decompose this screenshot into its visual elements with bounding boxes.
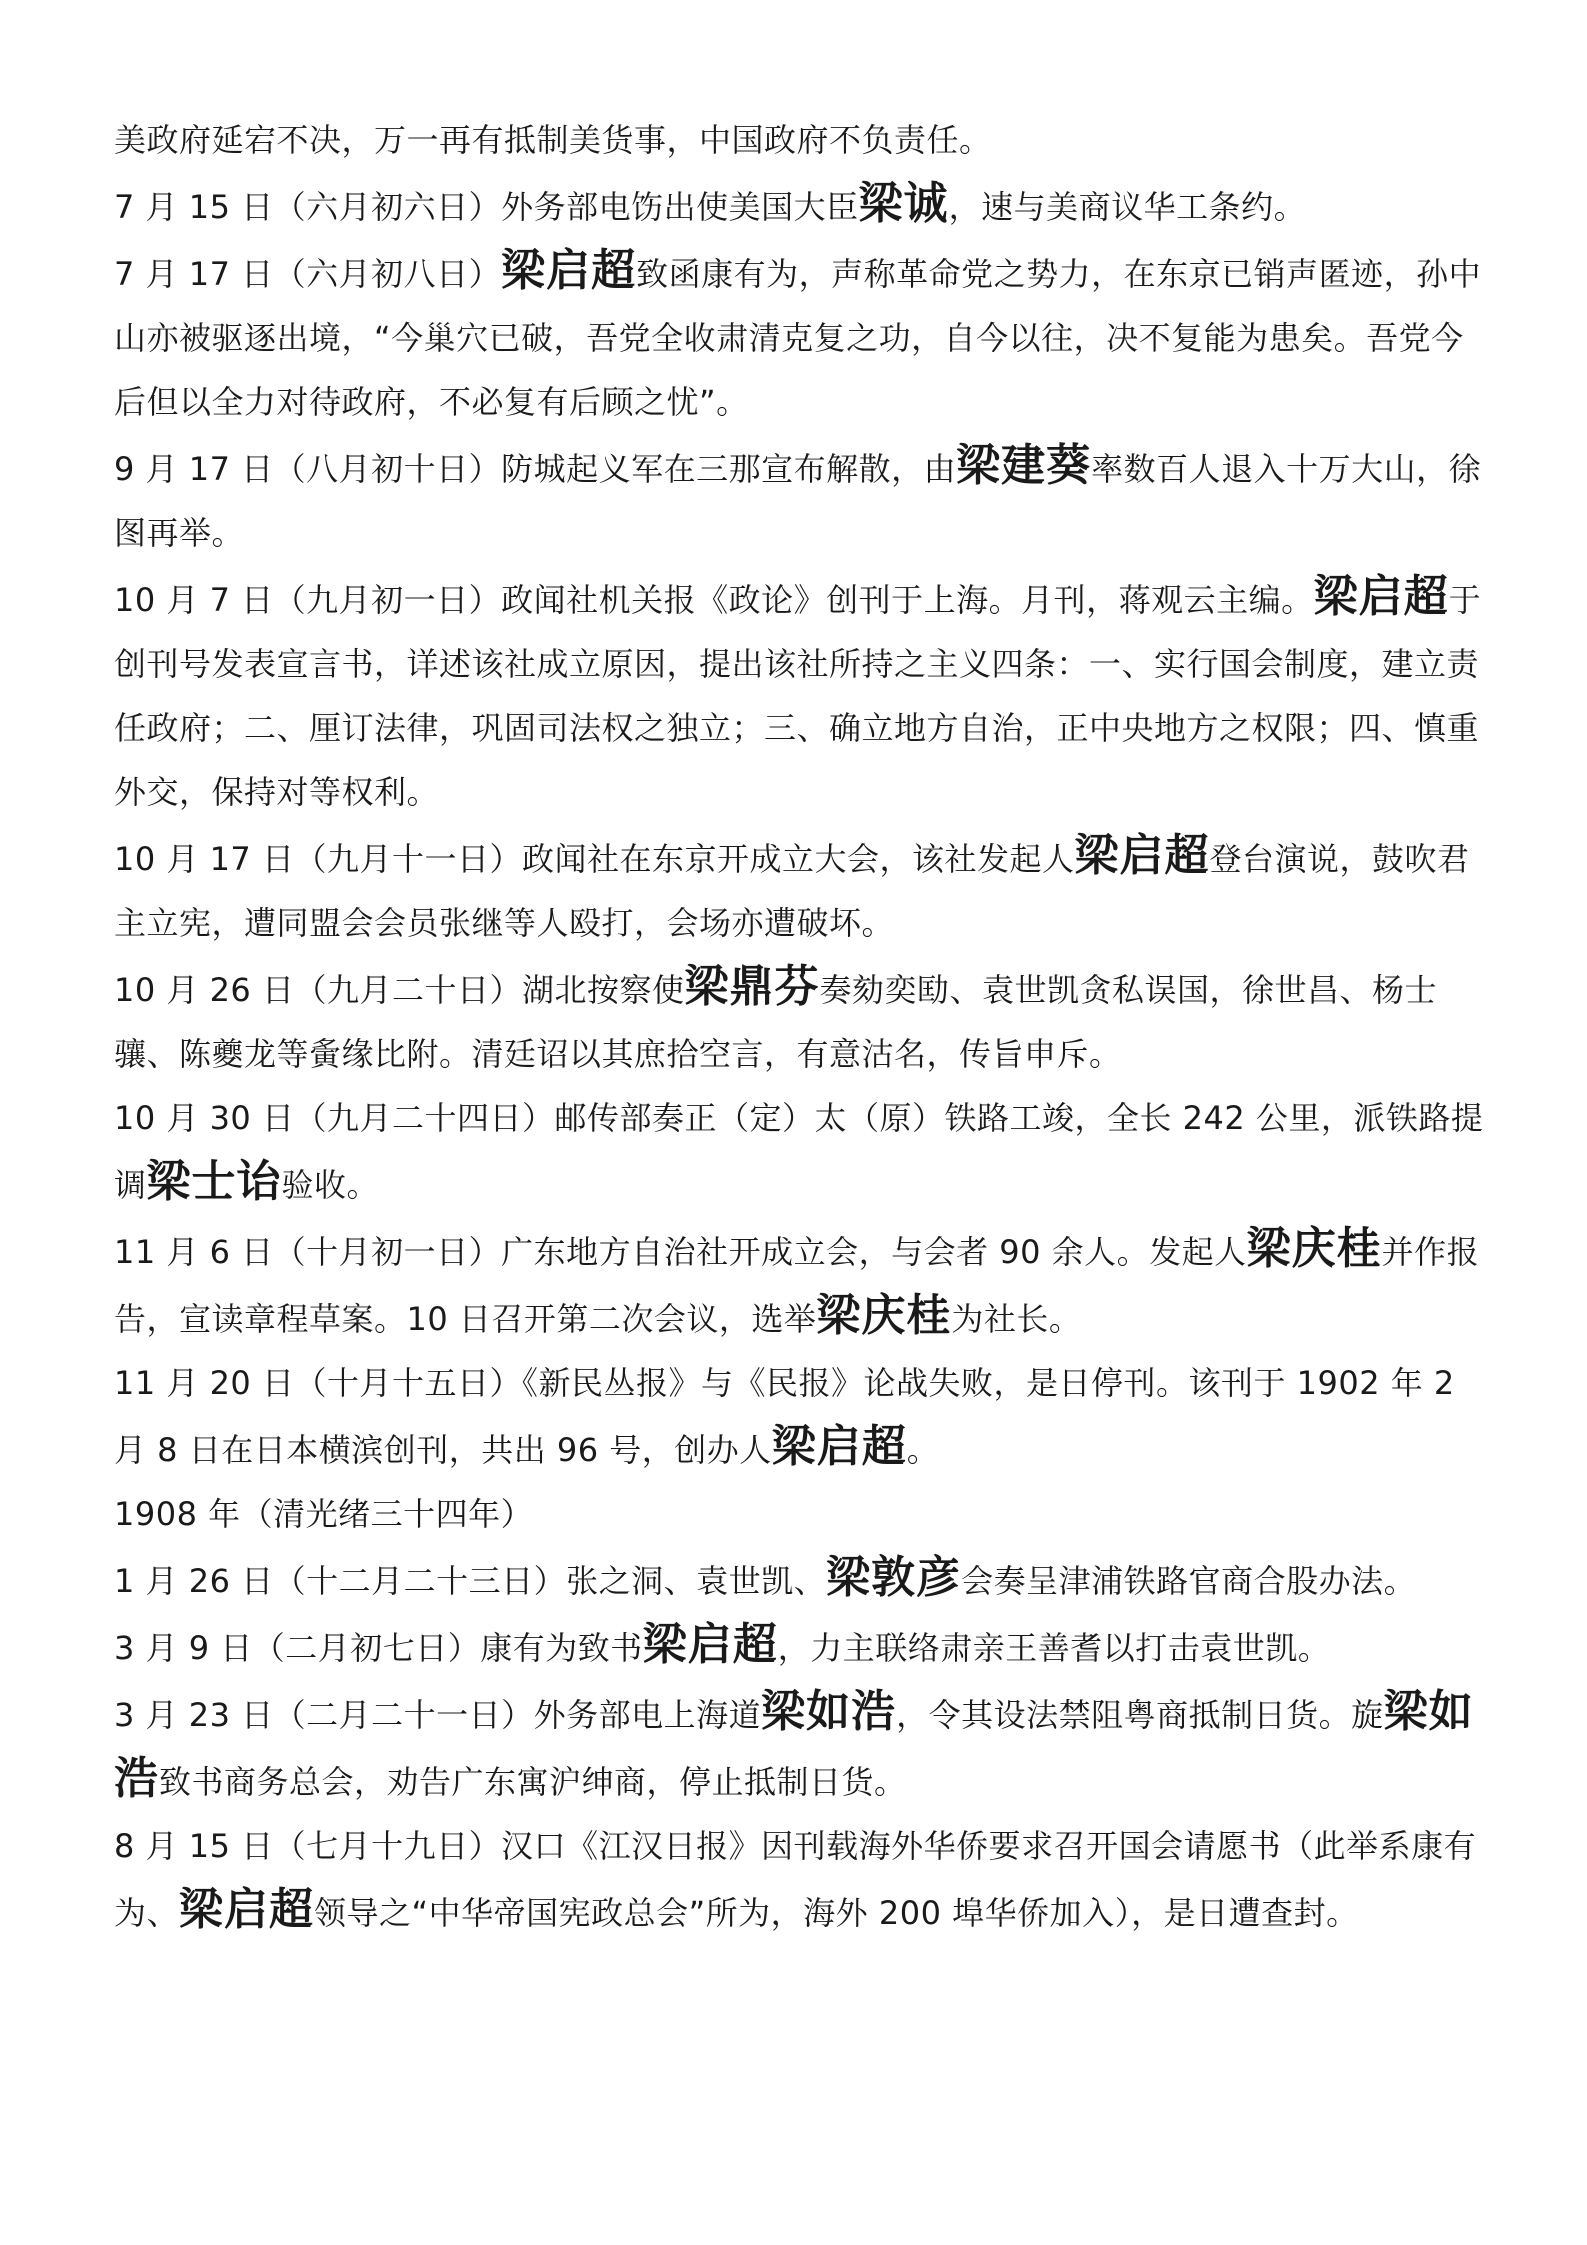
entry-text: ，令其设法禁阻粤商抵制日货。旋 bbox=[896, 1696, 1384, 1734]
entry-text: 3 月 23 日（二月二十一日）外务部电上海道 bbox=[114, 1696, 762, 1734]
person-name: 梁启超 bbox=[179, 1884, 315, 1935]
person-name: 梁启超 bbox=[1074, 830, 1210, 881]
chronology-entry bbox=[114, 955, 1492, 1086]
entry-text: 并作报告，宣读章程草案。10 日召开第二次会议，选举 bbox=[114, 1233, 1480, 1338]
entry-text: ，速与美商议华工条约。 bbox=[948, 188, 1307, 226]
chronology-entry bbox=[114, 565, 1492, 824]
chronology-entry bbox=[114, 1217, 1492, 1351]
person-name: 梁启超 bbox=[771, 1421, 907, 1472]
chronology-entry bbox=[114, 172, 1492, 239]
chronology-entry bbox=[114, 434, 1492, 565]
entry-text: 致书商务总会，劝告广东寓沪绅商，停止抵制日货。 bbox=[159, 1763, 907, 1801]
entry-text: 10 月 26 日（九月二十日）湖北按察使 bbox=[114, 971, 685, 1009]
entry-text: 会奏呈津浦铁路官商合股办法。 bbox=[961, 1562, 1417, 1600]
entry-text: 11 月 6 日（十月初一日）广东地方自治社开成立会，与会者 90 余人。发起人 bbox=[114, 1233, 1247, 1271]
person-name: 梁诚 bbox=[858, 178, 949, 229]
entry-text: 领导之“中华帝国宪政总会”所为，海外 200 埠华侨加入），是日遭查封。 bbox=[314, 1894, 1359, 1932]
person-name: 梁建葵 bbox=[956, 440, 1092, 491]
chronology-entry bbox=[114, 1814, 1492, 1945]
entry-text: 为社长。 bbox=[951, 1300, 1082, 1338]
person-name: 梁启超 bbox=[501, 245, 637, 296]
entry-text: 率数百人退入十万大山，徐图再举。 bbox=[114, 450, 1482, 552]
chronology-entry bbox=[114, 1482, 1492, 1546]
entry-text: 8 月 15 日（七月十九日）汉口《江汉日报》因刊载海外华侨要求召开国会请愿书（此举系康有为、 bbox=[114, 1827, 1477, 1932]
document-body bbox=[114, 108, 1492, 1945]
person-name: 梁如浩 bbox=[761, 1686, 897, 1737]
person-name: 梁鼎芬 bbox=[684, 961, 820, 1012]
person-name: 梁庆桂 bbox=[816, 1290, 952, 1341]
chronology-entry bbox=[114, 1546, 1492, 1613]
entry-text: 11 月 20 日（十月十五日）《新民丛报》与《民报》论战失败，是日停刊。该刊于 1902 年 2 月 8 日在日本横滨创刊，共出 96 号，创办人 bbox=[114, 1364, 1455, 1469]
chronology-entry bbox=[114, 824, 1492, 955]
person-name: 梁士诒 bbox=[146, 1156, 282, 1207]
entry-text: 3 月 9 日（二月初七日）康有为致书 bbox=[114, 1629, 643, 1667]
entry-text: 10 月 17 日（九月十一日）政闻社在东京开成立大会，该社发起人 bbox=[114, 840, 1075, 878]
entry-text: 1908 年（清光绪三十四年） bbox=[114, 1495, 534, 1533]
chronology-entry bbox=[114, 1680, 1492, 1814]
person-name: 梁庆桂 bbox=[1246, 1223, 1382, 1274]
entry-text: 。 bbox=[906, 1431, 940, 1469]
entry-text: 美政府延宕不决，万一再有抵制美货事，中国政府不负责任。 bbox=[114, 121, 992, 159]
chronology-entry bbox=[114, 239, 1492, 434]
entry-text: ，力主联络肃亲王善耆以打击袁世凯。 bbox=[777, 1629, 1331, 1667]
entry-text: 登台演说，鼓吹君主立宪，遭同盟会会员张继等人殴打，会场亦遭破坏。 bbox=[114, 840, 1470, 942]
person-name: 梁敦彦 bbox=[826, 1552, 962, 1603]
chronology-entry bbox=[114, 1086, 1492, 1217]
chronology-entry bbox=[114, 1613, 1492, 1680]
entry-text: 奏劾奕劻、袁世凯贪私误国，徐世昌、杨士骧、陈夔龙等夤缘比附。清廷诏以其庶拾空言，有意沽名，传旨申斥。 bbox=[114, 971, 1437, 1073]
entry-text: 9 月 17 日（八月初十日）防城起义军在三那宣布解散，由 bbox=[114, 450, 957, 488]
entry-text: 7 月 15 日（六月初六日）外务部电饬出使美国大臣 bbox=[114, 188, 859, 226]
entry-text: 10 月 7 日（九月初一日）政闻社机关报《政论》创刊于上海。月刊，蒋观云主编。 bbox=[114, 581, 1314, 619]
entry-text: 验收。 bbox=[281, 1166, 380, 1204]
entry-text: 1 月 26 日（十二月二十三日）张之洞、袁世凯、 bbox=[114, 1562, 827, 1600]
entry-text: 7 月 17 日（六月初八日） bbox=[114, 255, 502, 293]
chronology-entry bbox=[114, 108, 1492, 172]
entry-text: 致函康有为，声称革命党之势力，在东京已销声匿迹，孙中山亦被驱逐出境，“今巢穴已破，吾党全收肃清克复之功，自今以往，决不复能为患矣。吾党今后但以全力对待政府，不必复有后顾之忧”。 bbox=[114, 255, 1482, 421]
person-name: 梁启超 bbox=[642, 1619, 778, 1670]
person-name: 梁启超 bbox=[1313, 571, 1449, 622]
entry-text: 10 月 30 日（九月二十四日）邮传部奏正（定）太（原）铁路工竣，全长 242 公里，派铁路提调 bbox=[114, 1099, 1484, 1204]
chronology-entry bbox=[114, 1351, 1492, 1482]
entry-text: 于创刊号发表宣言书，详述该社成立原因，提出该社所持之主义四条：一、实行国会制度，建立责任政府；二、厘订法律，巩固司法权之独立；三、确立地方自治，正中央地方之权限；四、慎重外交，保持对等权利。 bbox=[114, 581, 1482, 811]
person-name: 梁如浩 bbox=[114, 1686, 1474, 1804]
